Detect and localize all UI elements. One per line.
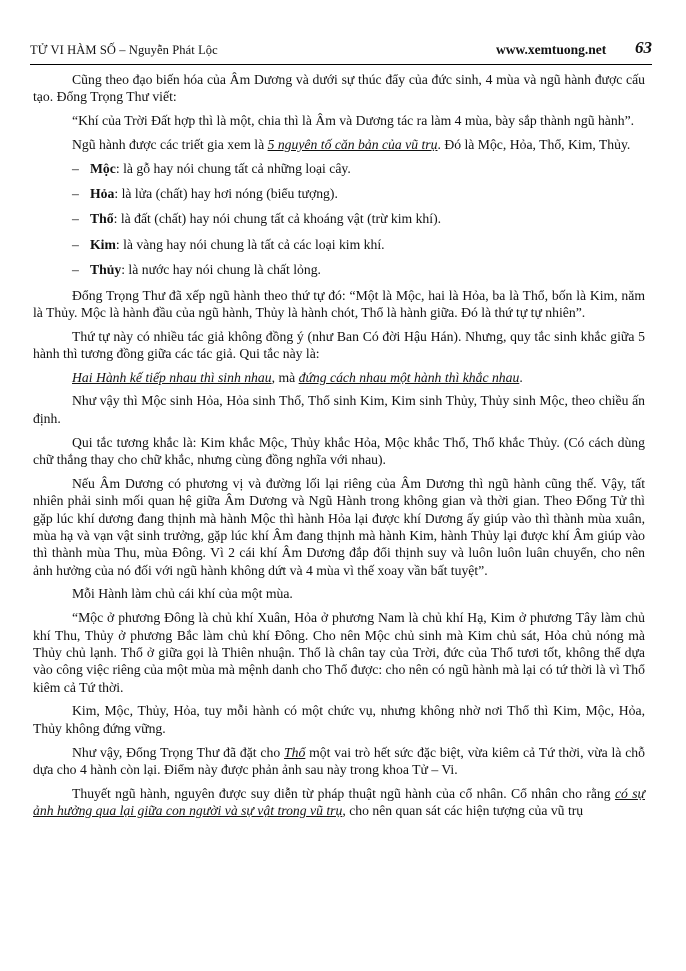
paragraph: Cũng theo đạo biến hóa của Âm Dương và dưới sự thúc đẩy của đức sinh, 4 mùa và ngũ hành được cấu tạo. Đổng Trọng Thư viết: xyxy=(33,72,645,105)
list-dash: – xyxy=(72,211,79,227)
paragraph: Như vậy thì Mộc sinh Hỏa, Hỏa sinh Thổ, Thổ sinh Kim, Kim sinh Thủy, Thủy sinh Mộc, theo chiều ấn định. xyxy=(33,393,645,426)
text-run: Thuyết ngũ hành, nguyên được suy diễn từ pháp thuật ngũ hành của cổ nhân. Cổ nhân cho rằng xyxy=(72,785,615,801)
paragraph: Qui tắc tương khắc là: Kim khắc Mộc, Thủy khắc Hỏa, Mộc khắc Thổ, Thổ khắc Thủy. (Có cách dùng chữ thắng thay cho chữ khắc, nhưng cùng đồng nghĩa với nhau). xyxy=(33,434,645,467)
paragraph xyxy=(33,136,645,153)
paragraph xyxy=(33,785,645,820)
text-run: một vai trò hết sức đặc biệt, vừa kiêm cả Tứ thời, vừa là chỗ dựa cho 4 hành còn lại. Điểm này được phản ảnh sau này trong khoa Tử – Vi. xyxy=(33,744,645,777)
list-item xyxy=(33,261,645,278)
running-header xyxy=(30,40,652,65)
list-dash: – xyxy=(72,185,79,201)
element-description: : là gỗ hay nói chung tất cả những loại cây. xyxy=(115,160,351,176)
text-run: , cho nên quan sát các hiện tượng của vũ trụ xyxy=(342,803,584,819)
element-name: Kim xyxy=(90,236,116,252)
paragraph: Nếu Âm Dương có phương vị và đường lối lại riêng của Âm Dương thì ngũ hành cũng thế. Vậy, tất nhiên phải sinh mối quan hệ giữa Âm Dương và Ngũ Hành trong không gian và thời gian. Theo Đổng Tử thì gặp lúc khí dương đang thịnh mà hành Mộc thì hành Hỏa lại được khí Dương ấy giúp vào thì thành mùa xuân, mùa hạ và vạn vật sinh trưởng, gặp lúc khí Âm đang thịnh mà hành Kim, hành Thủy lại được khí Âm giúp vào thì thành mùa Thu, mùa Đông. Vì 2 cái khí Âm Dương đắp đổi thịnh suy và luôn luôn luân chuyển, cho nên ảnh hưởng của nó đối với ngũ hành không dứt và 4 mùa vì thế xoay vần bất tuyệt”. xyxy=(33,475,645,578)
list-item xyxy=(33,185,645,202)
paragraph: Kim, Mộc, Thủy, Hỏa, tuy mỗi hành có một chức vụ, nhưng không nhờ nơi Thổ thì Kim, Mộc, Hỏa, Thủy không đứng vững. xyxy=(33,703,645,736)
text-run: . Đó là Mộc, Hỏa, Thổ, Kim, Thủy. xyxy=(437,136,631,152)
paragraph: “Khí của Trời Đất hợp thì là một, chia thì là Âm và Dương tác ra làm 4 mùa, bày sắp thành ngũ hành”. xyxy=(72,113,635,129)
list-dash: – xyxy=(72,236,79,252)
page-number: 63 xyxy=(635,38,652,57)
emphasis-text: đứng cách nhau một hành thì khắc nhau xyxy=(298,369,520,385)
page-body xyxy=(33,71,645,826)
element-name: Mộc xyxy=(90,160,116,176)
list-item xyxy=(33,236,645,253)
website-url[interactable]: www.xemtuong.net xyxy=(496,42,607,57)
text-run: Như vậy, Đổng Trọng Thư đã đặt cho xyxy=(72,744,285,760)
element-description: : là vàng hay nói chung là tất cả các loại kim khí. xyxy=(115,236,385,252)
book-title: TỬ VI HÀM SỐ – Nguyễn Phát Lộc xyxy=(30,43,218,57)
text-run: Ngũ hành được các triết gia xem là xyxy=(72,136,268,152)
emphasis-text: 5 nguyên tố căn bản của vũ trụ xyxy=(267,136,438,152)
element-name: Thủy xyxy=(90,262,122,278)
element-description: : là đất (chất) hay nói chung tất cả khoáng vật (trừ kim khí). xyxy=(113,211,442,227)
element-name: Thổ xyxy=(90,211,114,227)
emphasis-text: Thổ xyxy=(284,744,306,760)
emphasis-text: có sự ảnh hưởng qua lại giữa con người và sự vật trong vũ trụ xyxy=(33,785,645,819)
paragraph xyxy=(33,744,645,779)
text-run: , mà xyxy=(271,369,299,385)
element-name: Hỏa xyxy=(90,185,115,201)
text-run: . xyxy=(519,369,523,385)
list-item xyxy=(33,160,645,177)
paragraph: Đổng Trọng Thư đã xếp ngũ hành theo thứ tự đó: “Một là Mộc, hai là Hỏa, ba là Thổ, bốn là Kim, năm là Thủy. Mộc là hành đầu của ngũ hành, Thủy là hành chót, Thổ là hành giữa. Đó là thứ tự tự nhiên”. xyxy=(33,287,645,320)
element-description: : là lửa (chất) hay hơi nóng (biểu tượng). xyxy=(114,185,338,201)
paragraph: “Mộc ở phương Đông là chủ khí Xuân, Hỏa ở phương Nam là chủ khí Hạ, Kim ở phương Tây làm chủ khí Thu, Thủy ở phương Bắc làm chủ khí Đông. Cho nên Mộc chủ sinh mà Kim chủ sát, Hỏa chủ nóng mà Thủy chủ lạnh. Thổ ở giữa gọi là Thiên nhuận. Thổ là chân tay của Trời, đức của Thổ tươi tốt, không thể dựa vào công việc riêng của một mùa mà mệnh danh cho Thổ được: cho nên có ngũ hành mà lại có tứ thời là vì Thổ kiêm cả Tứ thời. xyxy=(33,610,645,695)
element-description: : là nước hay nói chung là chất lỏng. xyxy=(121,262,321,278)
emphasis-text: Hai Hành kế tiếp nhau thì sinh nhau xyxy=(72,369,272,385)
list-item xyxy=(33,210,645,227)
paragraph xyxy=(33,369,645,386)
list-dash: – xyxy=(72,262,79,278)
paragraph: Mỗi Hành làm chủ cái khí của một mùa. xyxy=(72,586,293,602)
paragraph: Thứ tự này có nhiều tác giả không đồng ý (như Ban Có đời Hậu Hán). Nhưng, quy tắc sinh khắc giữa 5 hành thì tương đồng giữa các tác giả. Qui tắc này là: xyxy=(33,328,645,362)
list-dash: – xyxy=(72,160,79,176)
